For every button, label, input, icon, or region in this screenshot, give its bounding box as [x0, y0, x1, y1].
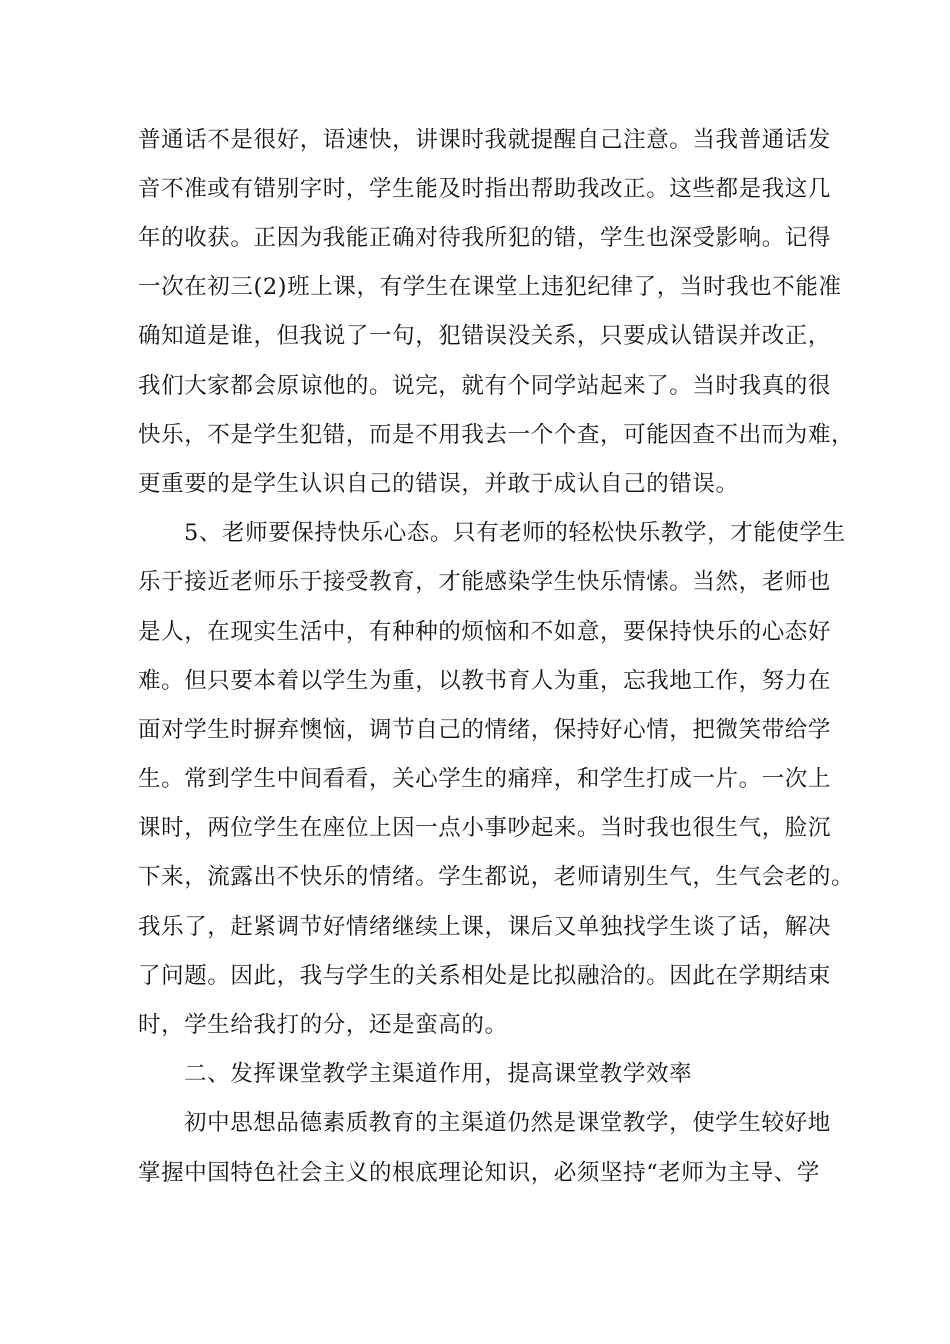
text-line: 课时，两位学生在座位上因一点小事吵起来。当时我也很生气，脸沉	[138, 815, 832, 841]
text-line: 快乐，不是学生犯错，而是不用我去一个个查，可能因查不出而为难，	[138, 422, 855, 448]
text-line: 年的收获。正因为我能正确对待我所犯的错，学生也深受影响。记得	[138, 225, 832, 251]
text-line: 一次在初三(2)班上课，有学生在课堂上违犯纪律了，当时我也不能准	[138, 274, 842, 300]
text-line: 难。但只要本着以学生为重，以教书育人为重，忘我地工作，努力在	[138, 668, 832, 694]
text-line: 普通话不是很好，语速快，讲课时我就提醒自己注意。当我普通话发	[138, 127, 832, 153]
text-line: 我们大家都会原谅他的。说完，就有个同学站起来了。当时我真的很	[138, 373, 832, 399]
text-line: 下来，流露出不快乐的情绪。学生都说，老师请别生气，生气会老的。	[138, 864, 855, 890]
text-line: 是人，在现实生活中，有种种的烦恼和不如意，要保持快乐的心态好	[138, 619, 832, 645]
text-line: 乐于接近老师乐于接受教育，才能感染学生快乐情愫。当然，老师也	[138, 569, 832, 595]
text-line: 我乐了，赶紧调节好情绪继续上课，课后又单独找学生谈了话，解决	[138, 914, 832, 940]
text-line: 音不准或有错别字时，学生能及时指出帮助我改正。这些都是我这几	[138, 176, 832, 202]
text-line: 更重要的是学生认识自己的错误，并敢于成认自己的错误。	[138, 471, 739, 497]
text-line: 面对学生时摒弃懊恼，调节自己的情绪，保持好心情，把微笑带给学	[138, 717, 832, 743]
section-heading: 二、发挥课堂教学主渠道作用，提高课堂教学效率	[184, 1061, 693, 1087]
paragraph-start-line: 5、老师要保持快乐心态。只有老师的轻松快乐教学，才能使学生	[184, 520, 846, 546]
paragraph-start-line: 初中思想品德素质教育的主渠道仍然是课堂教学，使学生较好地	[184, 1110, 831, 1136]
text-line: 确知道是谁，但我说了一句，犯错误没关系，只要成认错误并改正，	[138, 323, 832, 349]
text-line: 时，学生给我打的分，还是蛮高的。	[138, 1012, 508, 1038]
text-line: 生。常到学生中间看看，关心学生的痛痒，和学生打成一片。一次上	[138, 766, 832, 792]
text-line: 了问题。因此，我与学生的关系相处是比拟融洽的。因此在学期结束	[138, 963, 832, 989]
text-line: 掌握中国特色社会主义的根底理论知识，必须坚持“老师为主导、学	[138, 1160, 821, 1186]
